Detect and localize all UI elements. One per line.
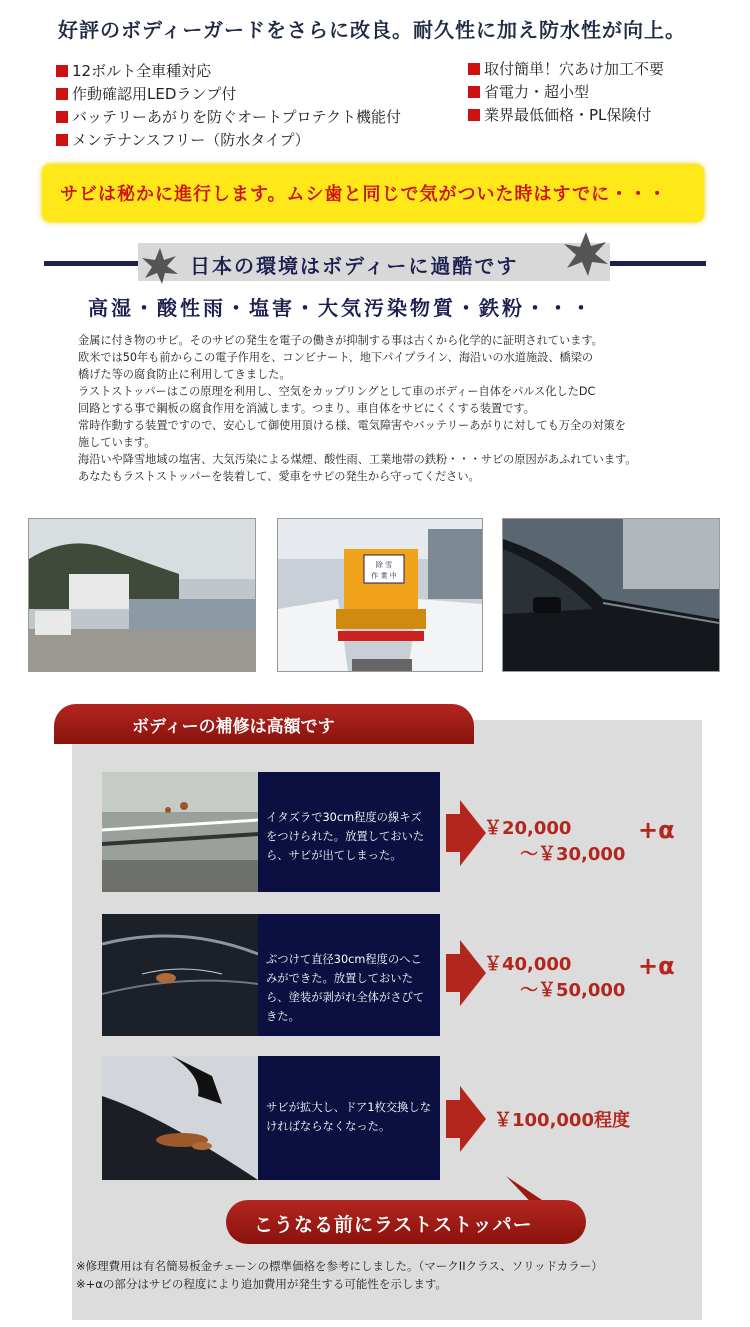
feature-item: メンテナンスフリー（防水タイプ） [56,129,401,152]
truck-sign-line2: 作 業 中 [371,572,397,580]
footnote: ※+αの部分はサビの程度により追加費用が発生する可能性を示します。 [76,1277,447,1291]
snow-truck-photo [277,518,483,672]
body-line: 回路とする事で鋼板の腐食作用を消滅します。つまり、車自体をサビにくくする装置です。 [78,402,535,415]
rust-door-photo [102,1056,258,1180]
feature-item: 取付簡単！穴あけ加工不要 [468,58,664,81]
section-title: 日本の環境はボディーに過酷です [190,254,519,278]
starburst-icon [140,246,180,286]
arrow-right-icon [446,940,486,1006]
repair-tab-title: ボディーの補修は高額です [132,717,335,737]
repair-desc: ぶつけて直径30cm程度のへこみができた。放置しておいたら、塗装が剥がれ全体がさびてきた。 [266,953,425,1023]
feature-item: 作動確認用LEDランプ付 [56,83,401,106]
rust-warning-banner [42,164,704,222]
repair-desc-box [258,914,440,1036]
feature-list-right [468,58,664,127]
arrow-right-icon [446,1086,486,1152]
price-to: ～￥50,000 [520,980,626,1001]
body-line: 金属に付き物のサビ。そのサビの発生を電子の働きが抑制する事は古くから化学的に証明されています。 [78,334,603,347]
starburst-icon [562,230,610,278]
cta-text: こうなる前にラストストッパー [254,1214,533,1236]
body-line: 常時作動する装置ですので、安心して御使用頂ける様、電気障害やバッテリーあがりに対しても万全の対策を [78,419,626,432]
body-line: ラストストッパーはこの原理を利用し、空気をカップリングとして車のボディー自体をパルス化したDC [78,385,596,398]
price-from: ￥40,000 [484,954,572,975]
repair-desc: イタズラで30cm程度の線キズをつけられた。放置しておいたら、サビが出てしまった。 [266,811,425,862]
plus-alpha: +α [638,816,675,844]
repair-desc-box [258,772,440,892]
dent-photo [102,914,258,1036]
section-subheading: 高湿・酸性雨・塩害・大気汚染物質・鉄粉・・・ [88,296,594,320]
price-from: ￥20,000 [484,818,572,839]
feature-item: 省電力・超小型 [468,81,664,104]
body-line: 海沿いや降雪地域の塩害、大気汚染による煤煙、酸性雨、工業地帯の鉄粉・・・サビの原因があふれています。 [78,453,637,466]
plus-alpha: +α [638,952,675,980]
scratch-photo [102,772,258,892]
feature-list-left [56,60,401,152]
arrow-right-icon [446,800,486,866]
body-line: あなたもラストストッパーを装着して、愛車をサビの発生から守ってください。 [78,470,480,483]
rust-warning-text: サビは秘かに進行します。ムシ歯と同じで気がついた時はすでに・・・ [60,184,668,205]
feature-item: バッテリーあがりを防ぐオートプロテクト機能付 [56,106,401,129]
body-text [78,332,698,485]
car-photo [502,518,720,672]
body-line: 欧米では50年も前からこの電子作用を、コンビナート、地下パイプライン、海沿いの水道施設、橋梁の [78,351,594,364]
feature-item: 業界最低価格・PL保険付 [468,104,664,127]
price-to: ～￥30,000 [520,844,626,865]
footnote: ※修理費用は有名簡易板金チェーンの標準価格を参考にしました。（マークIIクラス、ソリッドカラー） [76,1259,603,1273]
repair-desc: サビが拡大し、ドア1枚交換しなければならなくなった。 [266,1101,432,1133]
repair-tab [54,704,474,744]
body-line: 橋げた等の腐食防止に利用してきました。 [78,368,291,381]
feature-item: 12ボルト全車種対応 [56,60,401,83]
cta-bubble [226,1200,586,1244]
headline: 好評のボディーガードをさらに改良。耐久性に加え防水性が向上。 [58,18,686,42]
price-from: ￥100,000程度 [494,1110,630,1131]
repair-desc-box [258,1056,440,1180]
truck-sign-line1: 除 雪 [375,561,393,569]
body-line: 施しています。 [78,436,156,449]
seaside-photo [28,518,256,672]
